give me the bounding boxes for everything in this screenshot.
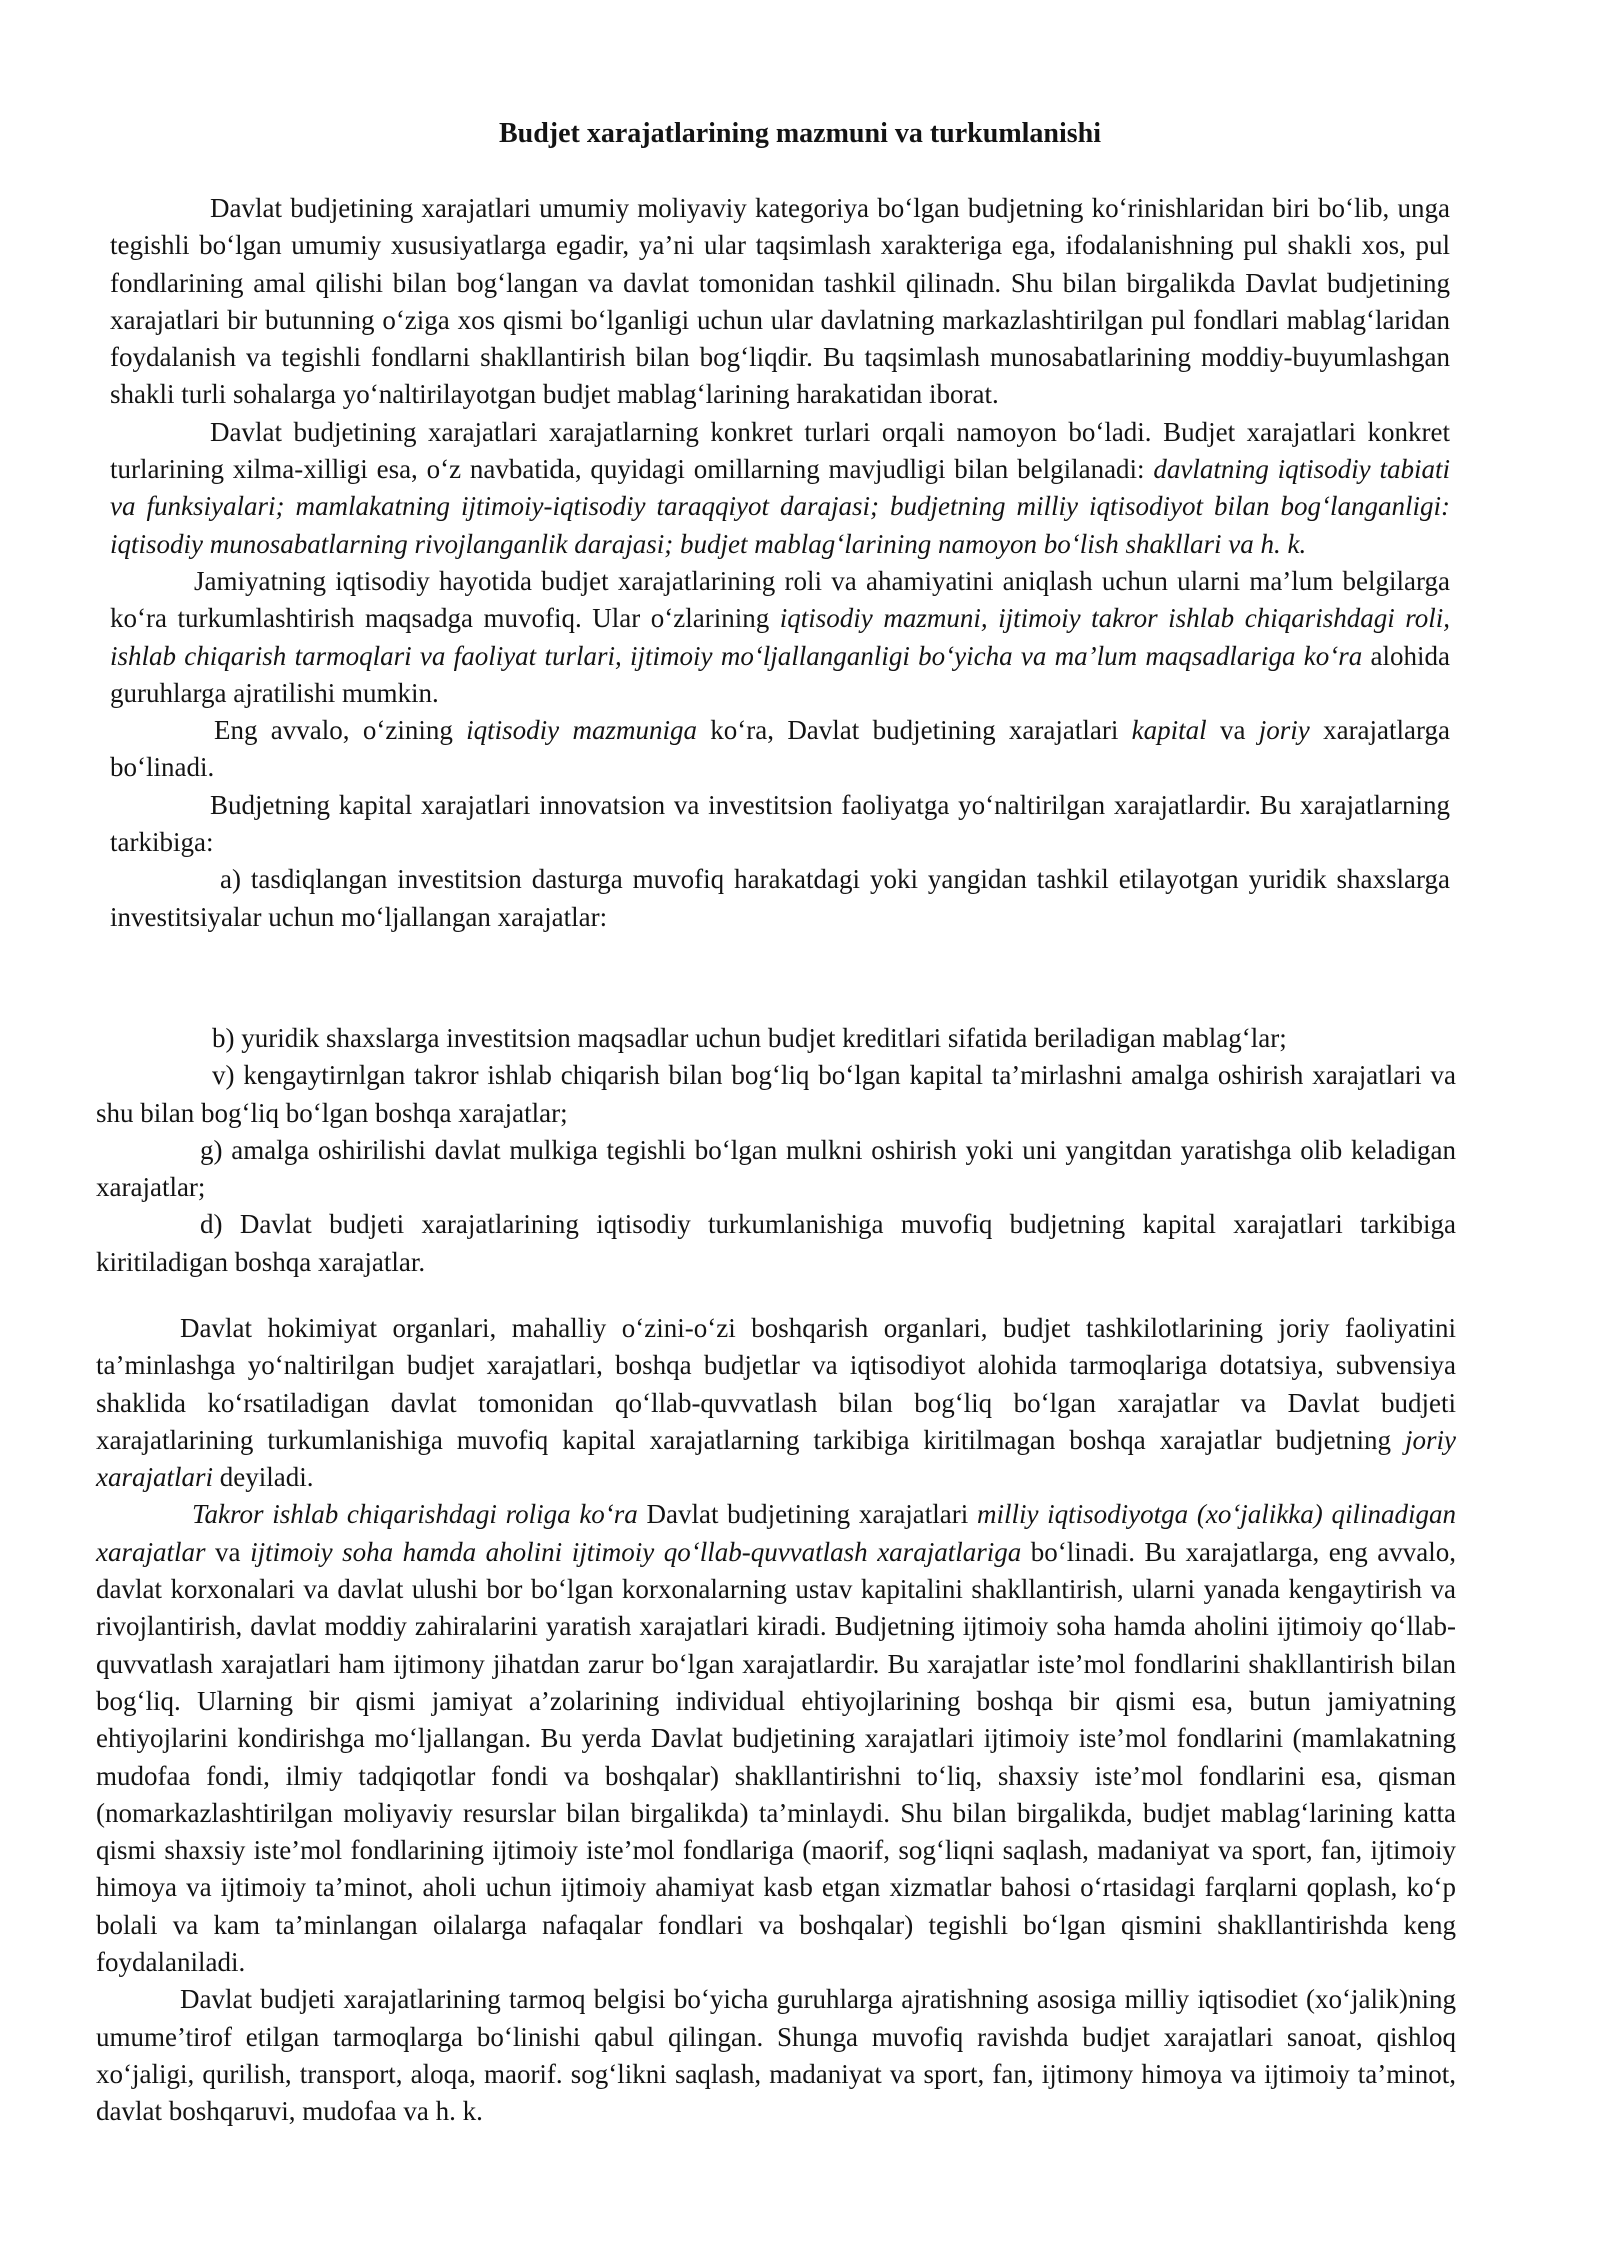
paragraph-2 <box>110 414 1450 563</box>
list-section <box>96 1020 1456 1281</box>
paragraph-8-italic-1: Takror ishlab chiqarishdagi roliga ko‘ra <box>192 1499 638 1530</box>
list-item-a: a) tasdiqlangan investitsion dasturga muvofiq harakatdagi yoki yangidan tashkil etilayotgan yuridik shaxslarga investitsiyalar uchun mo‘ljallangan xarajatlar: <box>110 864 1450 932</box>
paragraph-7 <box>96 1310 1456 1496</box>
paragraph-7-tail: deyiladi. <box>213 1462 314 1493</box>
paragraph-4-text: Eng avvalo, o‘zining <box>214 715 467 746</box>
paragraph-5: Budjetning kapital xarajatlari innovatsion va investitsion faoliyatga yo‘naltirilgan xarajatlardir. Bu xarajatlarning tarkibiga: <box>110 789 1450 858</box>
paragraph-4-tail: xarajatlarga bo‘linadi. <box>110 715 1450 783</box>
paragraph-8 <box>96 1496 1456 1981</box>
paragraph-3-tail: alohida guruhlarga ajratilishi mumkin. <box>110 640 1450 708</box>
list-item-b: b) yuridik shaxslarga investitsion maqsadlar uchun budjet kreditlari sifatida beriladigan mablag‘lar; <box>212 1023 1287 1053</box>
list-item-d: d) Davlat budjeti xarajatlarining iqtisodiy turkumlanishiga muvofiq budjetning kapital xarajatlari tarkibiga kiritiladigan boshqa xarajatlar. <box>96 1209 1456 1277</box>
paragraph-4-text-2: ko‘ra, Davlat budjetining xarajatlari <box>696 715 1132 746</box>
paragraph-8-text-3: bo‘linadi. Bu xarajatlarga, eng avvalo, davlat korxonalari va davlat ulushi bor bo‘lgan korxonalarning ustav kapitalini shakllantirish, ularni yanada kengaytirish va rivojlantirish, davlat moddiy zahiralarini yaratish xarajatlari kiradi. Budjetning ijtimoiy soha hamda aholini ijtimoiy qo‘llab-quvvatlash xarajatlari ham ijtimony jihatdan zarur bo‘lgan xarajatlardir. Bu xarajatlar iste’mol fondlarini shakllantirish bilan bog‘liq. Ularning bir qismi jamiyat a’zolarining individual ehtiyojlarining boshqa bir qismi esa, butun jamiyatning ehtiyojlarini kondirishga mo‘ljallangan. Bu yerda Davlat budjetining xarajatlari ijtimoiy iste’mol fondlarini (mamlakatning mudofaa fondi, ilmiy tadqiqotlar fondi va boshqalar) shakllantirishni to‘liq, shaxsiy iste’mol fondlarini esa, qisman (nomarkazlashtirilgan moliyaviy resurslar bilan birgalikda) ta’minlaydi. Shu bilan birgalikda, budjet mablag‘larining katta qismi shaxsiy iste’mol fondlarining ijtimoiy iste’mol fondlariga (maorif, sog‘liqni saqlash, madaniyat va sport, fan, ijtimoiy himoya va ijtimoiy ta’minot, aholi uchun ijtimoiy ahamiyat kasb etgan xizmatlar bahosi o‘rtasidagi farqlarni qoplash, ko‘p bolali va kam ta’minlangan oilalarga nafaqalar fondlari va boshqalar) tegishli bo‘lgan qismini shakllantirishda keng foydalaniladi. <box>96 1536 1456 1978</box>
paragraph-4-italic-3: joriy <box>1258 715 1310 746</box>
paragraph-1: Davlat budjetining xarajatlari umumiy moliyaviy kategoriya bo‘lgan budjetning ko‘rinishlaridan biri bo‘lib, unga tegishli bo‘lgan umumiy xususiyatlarga egadir, ya’ni ular taqsimlash xarakteriga ega, ifodalanishning pul shakli xos, pul fondlarining amal qilishi bilan bog‘langan va davlat tomonidan tashkil qilinadn. Shu bilan birgalikda Davlat budjetining xarajatlari bir butunning o‘ziga xos qismi bo‘lganligi uchun ular davlatning markazlashtirilgan pul fondlari mablag‘laridan foydalanish va tegishli fondlarni shakllantirish bilan bog‘liqdir. Bu taqsimlash munosabatlarining moddiy-buyumlashgan shakli turli sohalarga yo‘naltirilayotgan budjet mablag‘larining harakatidan iborat. <box>110 193 1450 410</box>
paragraph-4 <box>110 712 1450 787</box>
paragraph-8-text-1: Davlat budjetining xarajatlari <box>637 1499 977 1530</box>
paragraph-2-italic: davlatning iqtisodiy tabiati va funksiyalari; mamlakatning ijtimoiy-iqtisodiy taraqqiyot darajasi; budjetning milliy iqtisodiyot bilan bog‘langanligi: iqtisodiy munosabatlarning rivojlanganlik darajasi; budjet mablag‘larining namoyon bo‘lish shakllari va h. k. <box>110 454 1450 559</box>
paragraph-3-text: Jamiyatning iqtisodiy hayotida budjet xarajatlarining roli va ahamiyatini aniqlash uchun ularni ma’lum belgilarga ko‘ra turkumlashtirish maqsadga muvofiq. Ular o‘zlarining <box>110 565 1450 634</box>
paragraph-4-text-3: va <box>1206 715 1259 746</box>
intro-section <box>110 190 1450 936</box>
list-item-g: g) amalga oshirilishi davlat mulkiga tegishli bo‘lgan mulkni oshirish yoki uni yangitdan yaratishga olib keladigan xarajatlar; <box>96 1134 1456 1203</box>
paragraph-7-italic: joriy xarajatlari <box>96 1424 1456 1493</box>
paragraph-2-text: Davlat budjetining xarajatlari xarajatlarning konkret turlari orqali namoyon bo‘ladi. Budjet xarajatlari konkret turlarining xilma-xilligi esa, o‘z navbatida, quyidagi omillarning mavjudligi bilan belgilanadi: <box>110 416 1450 485</box>
document-title: Budjet xarajatlarining mazmuni va turkumlanishi <box>498 118 1102 149</box>
list-item-v: v) kengaytirnlgan takror ishlab chiqarish bilan bog‘liq bo‘lgan kapital ta’mirlashni amalga oshirish xarajatlari va shu bilan bog‘liq bo‘lgan boshqa xarajatlar; <box>96 1060 1456 1128</box>
paragraph-3-italic: iqtisodiy mazmuni, ijtimoiy takror ishlab chiqarishdagi roli, ishlab chiqarish tarmoqlari va faoliyat turlari, ijtimoiy mo‘ljallanganligi bo‘yicha va ma’lum maqsadlariga ko‘ra <box>110 603 1451 671</box>
paragraph-4-italic-1: iqtisodiy mazmuniga <box>466 715 697 746</box>
paragraph-8-text-2: va <box>205 1536 251 1567</box>
paragraph-4-italic-2: kapital <box>1131 715 1207 746</box>
paragraph-9: Davlat budjeti xarajatlarining tarmoq belgisi bo‘yicha guruhlarga ajratishning asosiga milliy iqtisodiet (xo‘jalik)ning umume’tirof etilgan tarmoqlarga bo‘linishi qabul qilingan. Shunga muvofiq ravishda budjet xarajatlari sanoat, qishloq xo‘jaligi, qurilish, transport, aloqa, maorif. sog‘likni saqlash, madaniyat va sport, fan, ijtimony himoya va ijtimoiy ta’minot, davlat boshqaruvi, mudofaa va h. k. <box>96 1984 1456 2127</box>
paragraph-7-text: Davlat hokimiyat organlari, mahalliy o‘zini-o‘zi boshqarish organlari, budjet tashkilotlarining joriy faoliyatini ta’minlashga yo‘naltirilgan budjet xarajatlari, boshqa budjetlar va iqtisodiyot alohida tarmoqlariga dotatsiya, subvensiya shaklida ko‘rsatiladigan davlat tomonidan qo‘llab-quvvatlash bilan bog‘liq bo‘lgan xarajatlar va Davlat budjeti xarajatlarining turkumlanishiga muvofiq kapital xarajatlarning tarkibiga kiritilmagan boshqa xarajatlar budjetning <box>96 1313 1456 1455</box>
paragraph-8-italic-3: ijtimoiy soha hamda aholini ijtimoiy qo‘llab-quvvatlash xarajatlariga <box>250 1536 1022 1567</box>
paragraph-8-italic-2: milliy iqtisodiyotga (xo‘jalikka) qilinadigan xarajatlar <box>96 1499 1456 1567</box>
paragraph-3 <box>110 563 1450 712</box>
main-section <box>96 1310 1456 2131</box>
